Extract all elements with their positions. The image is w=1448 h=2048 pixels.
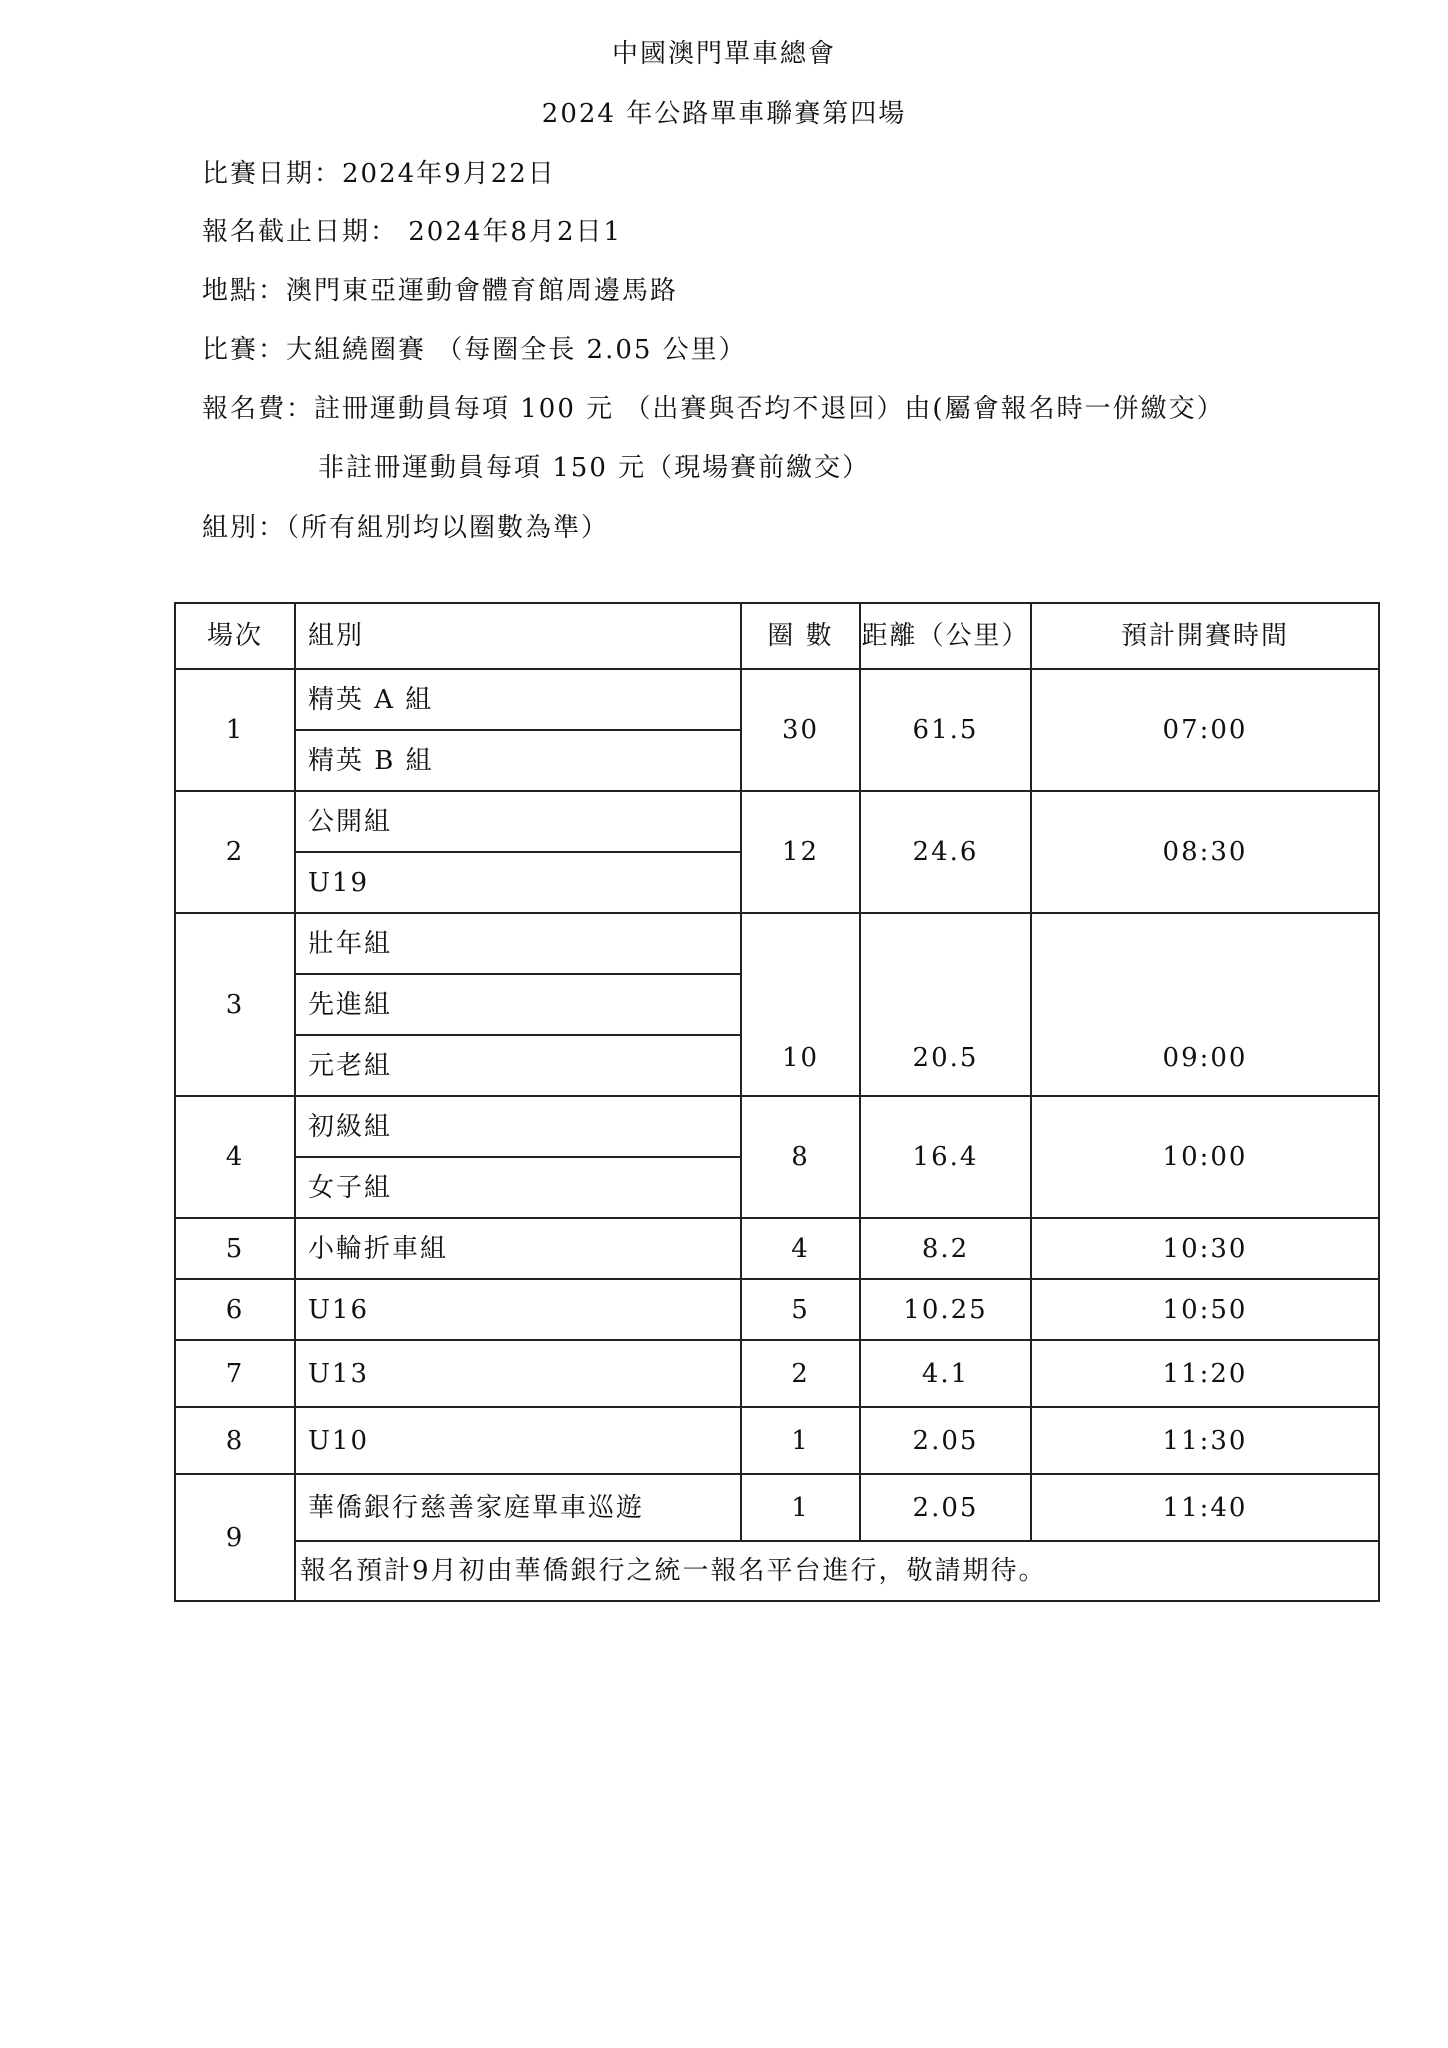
group-name: 華僑銀行慈善家庭單車巡遊 — [295, 1474, 741, 1541]
session-number: 6 — [175, 1279, 295, 1340]
session-number: 3 — [175, 913, 295, 1096]
laps-value: 12 — [741, 791, 860, 913]
race-format: 比賽：大組繞圈賽 （每圈全長 2.05 公里） — [202, 335, 747, 365]
table-row — [175, 1541, 1379, 1601]
session-number: 2 — [175, 791, 295, 913]
header-session: 場次 — [175, 603, 295, 669]
distance-value: 61.5 — [860, 669, 1031, 791]
start-time: 11:20 — [1031, 1340, 1379, 1407]
session-number: 1 — [175, 669, 295, 791]
header-start-time: 預計開賽時間 — [1031, 603, 1379, 669]
venue: 地點：澳門東亞運動會體育館周邊馬路 — [202, 276, 679, 306]
table-row — [175, 913, 1379, 974]
table-row — [175, 1096, 1379, 1157]
group-name: 小輪折車組 — [295, 1218, 741, 1279]
table-row — [175, 1474, 1379, 1541]
laps-value: 5 — [741, 1279, 860, 1340]
start-time: 10:50 — [1031, 1279, 1379, 1340]
group-name: 初級組 — [295, 1096, 741, 1157]
laps-value: 30 — [741, 669, 860, 791]
distance-value: 2.05 — [860, 1407, 1031, 1474]
group-name: U13 — [295, 1340, 741, 1407]
start-time: 08:30 — [1031, 791, 1379, 913]
group-name: 女子組 — [295, 1157, 741, 1218]
laps-value: 8 — [741, 1096, 860, 1218]
schedule-table — [174, 602, 1380, 1602]
laps-value: 1 — [741, 1474, 860, 1541]
group-name: 精英 A 組 — [295, 669, 741, 730]
group-name: 精英 B 組 — [295, 730, 741, 791]
group-name: 先進組 — [295, 974, 741, 1035]
header-laps: 圈 數 — [741, 603, 860, 669]
session-number: 5 — [175, 1218, 295, 1279]
start-time: 11:30 — [1031, 1407, 1379, 1474]
group-name: 壯年組 — [295, 913, 741, 974]
laps-value: 10 — [741, 913, 860, 1096]
table-row — [175, 791, 1379, 852]
table-row — [175, 1218, 1379, 1279]
distance-value: 10.25 — [860, 1279, 1031, 1340]
registration-note: 報名預計9月初由華僑銀行之統一報名平台進行，敬請期待。 — [295, 1541, 1379, 1601]
start-time: 10:30 — [1031, 1218, 1379, 1279]
race-date: 比賽日期：2024年9月22日 — [202, 159, 556, 189]
org-name: 中國澳門單車總會 — [611, 39, 836, 69]
group-name: 元老組 — [295, 1035, 741, 1096]
laps-value: 4 — [741, 1218, 860, 1279]
entry-deadline: 報名截止日期： 2024年8月2日1 — [202, 217, 623, 247]
session-number: 4 — [175, 1096, 295, 1218]
start-time: 11:40 — [1031, 1474, 1379, 1541]
session-number: 9 — [175, 1474, 295, 1601]
group-name: 公開組 — [295, 791, 741, 852]
fee-registered: 報名費：註冊運動員每項 100 元 （出賽與否均不退回）由(屬會報名時一併繳交） — [202, 394, 1225, 424]
distance-value: 2.05 — [860, 1474, 1031, 1541]
header-distance: 距離（公里） — [860, 603, 1031, 669]
table-row — [175, 1279, 1379, 1340]
group-name: U10 — [295, 1407, 741, 1474]
distance-value: 8.2 — [860, 1218, 1031, 1279]
event-title: 2024 年公路單車聯賽第四場 — [541, 99, 907, 129]
session-number: 8 — [175, 1407, 295, 1474]
table-row — [175, 1407, 1379, 1474]
distance-value: 16.4 — [860, 1096, 1031, 1218]
header-group: 組別 — [295, 603, 741, 669]
start-time: 07:00 — [1031, 669, 1379, 791]
distance-value: 4.1 — [860, 1340, 1031, 1407]
table-header-row — [175, 603, 1379, 669]
laps-value: 2 — [741, 1340, 860, 1407]
table-row — [175, 1340, 1379, 1407]
distance-value: 20.5 — [860, 913, 1031, 1096]
laps-value: 1 — [741, 1407, 860, 1474]
group-name: U16 — [295, 1279, 741, 1340]
distance-value: 24.6 — [860, 791, 1031, 913]
start-time: 09:00 — [1031, 913, 1379, 1096]
start-time: 10:00 — [1031, 1096, 1379, 1218]
session-number: 7 — [175, 1340, 295, 1407]
group-name: U19 — [295, 852, 741, 913]
fee-unregistered: 非註冊運動員每項 150 元（現場賽前繳交） — [318, 453, 871, 483]
groups-note: 組別：（所有組別均以圈數為準） — [202, 513, 610, 543]
table-row — [175, 669, 1379, 730]
